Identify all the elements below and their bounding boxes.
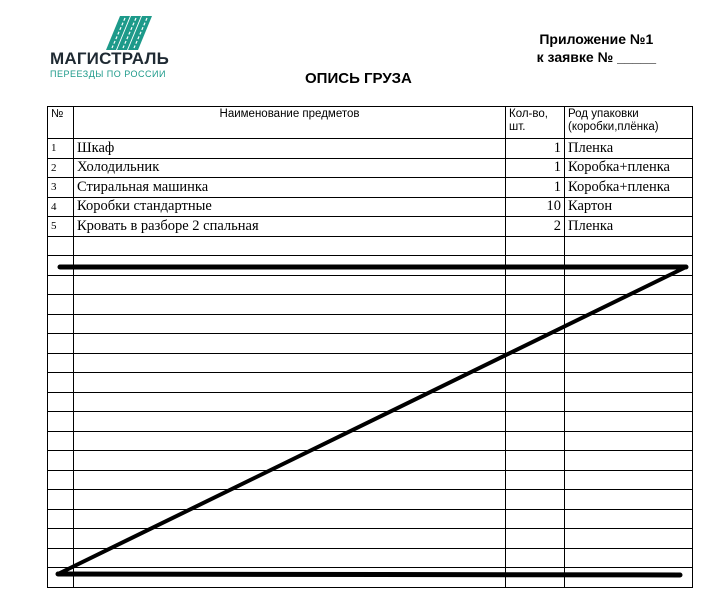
- empty-table-row: [48, 295, 693, 315]
- empty-cell: [565, 509, 693, 529]
- row-packaging: Коробка+пленка: [565, 158, 693, 178]
- empty-cell: [48, 373, 74, 393]
- table-header-row: [48, 107, 693, 139]
- row-item-name: Холодильник: [74, 158, 506, 178]
- empty-cell: [48, 568, 74, 588]
- row-quantity: 1: [506, 158, 565, 178]
- empty-cell: [74, 256, 506, 276]
- empty-cell: [565, 451, 693, 471]
- logo-name: МАГИСТРАЛЬ: [50, 49, 170, 68]
- appendix-note: [537, 30, 656, 66]
- empty-cell: [48, 548, 74, 568]
- empty-cell: [565, 295, 693, 315]
- inventory-table: [47, 106, 693, 588]
- empty-cell: [74, 509, 506, 529]
- row-quantity: 1: [506, 178, 565, 198]
- empty-cell: [48, 392, 74, 412]
- empty-cell: [565, 275, 693, 295]
- empty-cell: [48, 275, 74, 295]
- row-number: 2: [48, 158, 74, 178]
- header-quantity: [506, 107, 565, 139]
- empty-cell: [565, 431, 693, 451]
- empty-table-row: [48, 470, 693, 490]
- empty-table-row: [48, 392, 693, 412]
- table-row: [48, 158, 693, 178]
- empty-cell: [48, 412, 74, 432]
- empty-cell: [74, 275, 506, 295]
- empty-cell: [565, 412, 693, 432]
- empty-table-row: [48, 353, 693, 373]
- empty-cell: [74, 431, 506, 451]
- empty-cell: [506, 470, 565, 490]
- empty-cell: [565, 392, 693, 412]
- table-row: [48, 139, 693, 159]
- empty-cell: [48, 490, 74, 510]
- empty-cell: [48, 431, 74, 451]
- appendix-line-2: к заявке № _____: [536, 49, 656, 65]
- table-row: [48, 217, 693, 237]
- empty-table-row: [48, 236, 693, 256]
- row-packaging: Картон: [565, 197, 693, 217]
- empty-cell: [48, 314, 74, 334]
- header-packaging: [565, 107, 693, 139]
- table-row: [48, 178, 693, 198]
- header-item-name: Наименование предметов: [74, 107, 506, 139]
- document-title: ОПИСЬ ГРУЗА: [305, 70, 412, 87]
- empty-cell: [565, 334, 693, 354]
- empty-cell: [506, 256, 565, 276]
- empty-cell: [506, 568, 565, 588]
- empty-table-row: [48, 529, 693, 549]
- empty-table-row: [48, 548, 693, 568]
- empty-cell: [506, 295, 565, 315]
- empty-cell: [74, 392, 506, 412]
- row-number: 1: [48, 139, 74, 159]
- table-body: [48, 139, 693, 588]
- empty-table-row: [48, 334, 693, 354]
- row-number: 4: [48, 197, 74, 217]
- empty-cell: [506, 334, 565, 354]
- empty-cell: [48, 236, 74, 256]
- empty-cell: [74, 295, 506, 315]
- empty-cell: [74, 314, 506, 334]
- empty-cell: [506, 412, 565, 432]
- empty-cell: [48, 256, 74, 276]
- empty-cell: [48, 470, 74, 490]
- empty-table-row: [48, 314, 693, 334]
- logo-tagline: ПЕРЕЕЗДЫ ПО РОССИИ: [50, 69, 166, 79]
- empty-table-row: [48, 275, 693, 295]
- empty-cell: [48, 529, 74, 549]
- header-quantity-line-1: Кол-во,: [509, 108, 548, 120]
- empty-cell: [74, 470, 506, 490]
- row-item-name: Кровать в разборе 2 спальная: [74, 217, 506, 237]
- header-quantity-line-2: шт.: [509, 121, 526, 133]
- empty-cell: [74, 529, 506, 549]
- row-packaging: Пленка: [565, 139, 693, 159]
- empty-table-row: [48, 451, 693, 471]
- empty-cell: [48, 509, 74, 529]
- empty-table-row: [48, 256, 693, 276]
- empty-cell: [565, 529, 693, 549]
- empty-cell: [506, 431, 565, 451]
- empty-cell: [74, 548, 506, 568]
- empty-cell: [506, 490, 565, 510]
- empty-cell: [74, 236, 506, 256]
- header-packaging-line-2: (коробки,плёнка): [568, 121, 659, 133]
- row-item-name: Шкаф: [74, 139, 506, 159]
- company-logo: [48, 16, 208, 78]
- empty-table-row: [48, 568, 693, 588]
- empty-cell: [74, 353, 506, 373]
- empty-table-row: [48, 373, 693, 393]
- empty-cell: [565, 373, 693, 393]
- row-quantity: 10: [506, 197, 565, 217]
- empty-cell: [565, 490, 693, 510]
- empty-cell: [506, 548, 565, 568]
- row-number: 3: [48, 178, 74, 198]
- header-packaging-line-1: Род упаковки: [568, 108, 639, 120]
- row-packaging: Пленка: [565, 217, 693, 237]
- empty-cell: [565, 548, 693, 568]
- empty-cell: [506, 236, 565, 256]
- empty-cell: [506, 353, 565, 373]
- empty-cell: [48, 295, 74, 315]
- row-quantity: 2: [506, 217, 565, 237]
- empty-cell: [506, 392, 565, 412]
- appendix-line-1: Приложение №1: [539, 31, 654, 47]
- empty-cell: [48, 353, 74, 373]
- table-row: [48, 197, 693, 217]
- empty-cell: [506, 529, 565, 549]
- empty-cell: [74, 568, 506, 588]
- empty-cell: [565, 353, 693, 373]
- empty-cell: [74, 451, 506, 471]
- empty-table-row: [48, 490, 693, 510]
- empty-cell: [506, 373, 565, 393]
- empty-cell: [74, 373, 506, 393]
- empty-cell: [74, 334, 506, 354]
- row-packaging: Коробка+пленка: [565, 178, 693, 198]
- empty-cell: [506, 314, 565, 334]
- empty-cell: [565, 568, 693, 588]
- empty-cell: [506, 275, 565, 295]
- empty-cell: [48, 334, 74, 354]
- empty-cell: [565, 314, 693, 334]
- empty-cell: [506, 509, 565, 529]
- empty-cell: [565, 470, 693, 490]
- empty-cell: [74, 490, 506, 510]
- empty-cell: [48, 451, 74, 471]
- logo-mark-icon: [106, 16, 152, 50]
- row-item-name: Коробки стандартные: [74, 197, 506, 217]
- empty-cell: [565, 256, 693, 276]
- header-number: №: [48, 107, 74, 139]
- row-number: 5: [48, 217, 74, 237]
- empty-cell: [74, 412, 506, 432]
- empty-table-row: [48, 509, 693, 529]
- row-quantity: 1: [506, 139, 565, 159]
- empty-cell: [506, 451, 565, 471]
- row-item-name: Стиральная машинка: [74, 178, 506, 198]
- empty-table-row: [48, 431, 693, 451]
- empty-table-row: [48, 412, 693, 432]
- empty-cell: [565, 236, 693, 256]
